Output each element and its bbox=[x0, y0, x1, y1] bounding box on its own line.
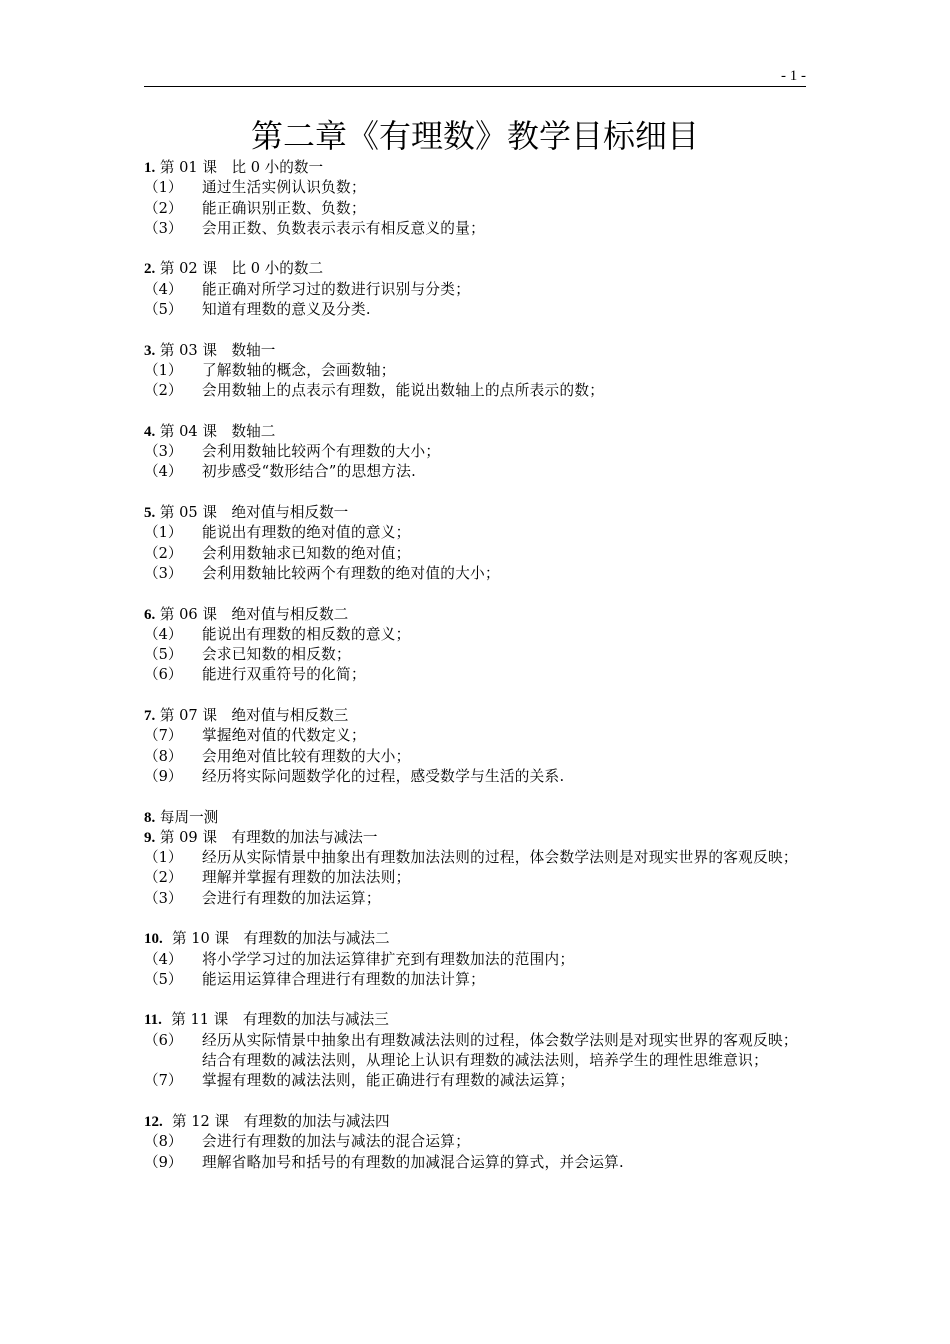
objective-item bbox=[144, 747, 806, 767]
objective-index: （1） bbox=[144, 849, 183, 867]
lesson-heading bbox=[144, 828, 806, 848]
lesson-number: 6. bbox=[144, 606, 156, 623]
objective-text: 会用绝对值比较有理数的大小； bbox=[202, 747, 411, 765]
lesson-heading bbox=[144, 808, 806, 828]
objective-item bbox=[144, 1071, 806, 1091]
objective-index: （7） bbox=[144, 727, 183, 745]
spacer bbox=[144, 483, 806, 503]
objective-index: （8） bbox=[144, 747, 183, 765]
objective-index: （9） bbox=[144, 1153, 183, 1171]
lesson-block bbox=[144, 1112, 806, 1173]
lesson-block bbox=[144, 828, 806, 909]
objective-item bbox=[144, 1153, 806, 1173]
lesson-heading bbox=[144, 605, 806, 625]
objective-index: （3） bbox=[144, 889, 183, 907]
objective-text: 将小学学习过的加法运算律扩充到有理数加法的范围内； bbox=[202, 950, 575, 968]
lesson-heading bbox=[144, 259, 806, 279]
objective-item bbox=[144, 523, 806, 543]
lesson-title: 每周一测 bbox=[155, 808, 219, 826]
objective-index: （5） bbox=[144, 646, 183, 664]
lesson-block bbox=[144, 706, 806, 787]
objective-index: （2） bbox=[144, 869, 183, 887]
lesson-block bbox=[144, 158, 806, 239]
lesson-block bbox=[144, 1010, 806, 1091]
spacer bbox=[144, 239, 806, 259]
objective-index: （7） bbox=[144, 1072, 183, 1090]
lesson-heading bbox=[144, 706, 806, 726]
objective-item bbox=[144, 300, 806, 320]
lesson-heading bbox=[144, 422, 806, 442]
objective-text: 能正确对所学习过的数进行识别与分类； bbox=[202, 280, 471, 298]
lesson-title: 第 12 课 有理数的加法与减法四 bbox=[162, 1112, 390, 1130]
objective-item bbox=[144, 1031, 806, 1072]
objective-index: （4） bbox=[144, 625, 183, 643]
objective-text: 能说出有理数的相反数的意义； bbox=[202, 625, 411, 643]
objective-index: （4） bbox=[144, 950, 183, 968]
objective-item bbox=[144, 767, 806, 787]
lesson-number: 7. bbox=[144, 708, 156, 725]
lesson-number: 9. bbox=[144, 829, 156, 846]
objective-item bbox=[144, 544, 806, 564]
lesson-title: 第 02 课 比 0 小的数二 bbox=[155, 260, 324, 278]
objective-text: 经历从实际情景中抽象出有理数减法法则的过程，体会数学法则是对现实世界的客观反映；结合有理数的减法法则，从理论上认识有理数的减法法则，培养学生的理性思维意识； bbox=[202, 1031, 798, 1070]
lesson-block bbox=[144, 808, 806, 828]
objective-index: （3） bbox=[144, 219, 183, 237]
objective-index: （3） bbox=[144, 564, 183, 582]
spacer bbox=[144, 990, 806, 1010]
objective-text: 会利用数轴求已知数的绝对值； bbox=[202, 544, 411, 562]
objective-text: 掌握有理数的减法法则，能正确进行有理数的减法运算； bbox=[202, 1072, 575, 1090]
objective-item bbox=[144, 178, 806, 198]
lesson-number: 10. bbox=[144, 931, 163, 948]
lesson-heading bbox=[144, 158, 806, 178]
objective-text: 会利用数轴比较两个有理数的大小； bbox=[202, 443, 441, 461]
lesson-number: 1. bbox=[144, 160, 156, 176]
objective-index: （3） bbox=[144, 443, 183, 461]
lesson-block bbox=[144, 605, 806, 686]
objective-text: 掌握绝对值的代数定义； bbox=[202, 727, 366, 745]
lesson-block bbox=[144, 929, 806, 990]
lesson-title: 第 11 课 有理数的加法与减法三 bbox=[161, 1011, 389, 1029]
lesson-title: 第 04 课 数轴二 bbox=[155, 422, 276, 440]
objective-text: 初步感受“数形结合”的思想方法. bbox=[202, 463, 417, 481]
lesson-title: 第 09 课 有理数的加法与减法一 bbox=[155, 828, 378, 846]
objective-item bbox=[144, 889, 806, 909]
objective-item bbox=[144, 462, 806, 482]
objective-item bbox=[144, 1132, 806, 1152]
objective-item bbox=[144, 280, 806, 300]
objective-text: 通过生活实例认识负数； bbox=[202, 179, 366, 197]
lesson-number: 4. bbox=[144, 423, 156, 440]
objective-index: （4） bbox=[144, 280, 183, 298]
spacer bbox=[144, 686, 806, 706]
spacer bbox=[144, 1092, 806, 1112]
objective-text: 会求已知数的相反数； bbox=[202, 646, 351, 664]
objective-text: 能正确识别正数、负数； bbox=[202, 199, 366, 217]
lesson-block bbox=[144, 503, 806, 584]
objective-text: 会利用数轴比较两个有理数的绝对值的大小； bbox=[202, 564, 500, 582]
objective-text: 能进行双重符号的化简； bbox=[202, 666, 366, 684]
objective-index: （2） bbox=[144, 382, 183, 400]
lesson-title: 第 07 课 绝对值与相反数三 bbox=[155, 707, 349, 725]
objective-index: （8） bbox=[144, 1133, 183, 1151]
lesson-number: 2. bbox=[144, 261, 156, 278]
lesson-number: 12. bbox=[144, 1113, 163, 1130]
objective-item bbox=[144, 868, 806, 888]
spacer bbox=[144, 320, 806, 340]
document-title: 第二章《有理数》教学目标细目 bbox=[250, 117, 699, 155]
objective-item bbox=[144, 665, 806, 685]
lesson-heading bbox=[144, 929, 806, 949]
objective-index: （6） bbox=[144, 666, 183, 684]
lesson-heading bbox=[144, 1010, 806, 1030]
objective-item bbox=[144, 361, 806, 381]
lesson-title: 第 10 课 有理数的加法与减法二 bbox=[162, 930, 390, 948]
lesson-number: 5. bbox=[144, 505, 156, 522]
lesson-heading bbox=[144, 503, 806, 523]
objective-text: 能说出有理数的绝对值的意义； bbox=[202, 524, 411, 542]
objective-index: （9） bbox=[144, 767, 183, 785]
objective-text: 能运用运算律合理进行有理数的加法计算； bbox=[202, 970, 485, 988]
objective-item bbox=[144, 625, 806, 645]
objective-item bbox=[144, 442, 806, 462]
objective-item bbox=[144, 726, 806, 746]
lesson-heading bbox=[144, 1112, 806, 1132]
lesson-list bbox=[144, 158, 806, 1173]
lesson-number: 3. bbox=[144, 342, 156, 359]
spacer bbox=[144, 787, 806, 807]
objective-item bbox=[144, 950, 806, 970]
spacer bbox=[144, 909, 806, 929]
lesson-block bbox=[144, 341, 806, 402]
lesson-number: 8. bbox=[144, 809, 156, 826]
objective-text: 经历从实际情景中抽象出有理数加法法则的过程，体会数学法则是对现实世界的客观反映； bbox=[202, 849, 798, 867]
objective-index: （1） bbox=[144, 361, 183, 379]
objective-index: （4） bbox=[144, 463, 183, 481]
spacer bbox=[144, 584, 806, 604]
objective-item bbox=[144, 381, 806, 401]
objective-item bbox=[144, 848, 806, 868]
page-header bbox=[144, 66, 806, 87]
objective-text: 知道有理数的意义及分类. bbox=[202, 301, 371, 319]
lesson-block bbox=[144, 422, 806, 483]
objective-text: 会进行有理数的加法运算； bbox=[202, 889, 381, 907]
objective-item bbox=[144, 645, 806, 665]
objective-index: （5） bbox=[144, 970, 183, 988]
objective-text: 经历将实际问题数学化的过程，感受数学与生活的关系. bbox=[202, 767, 565, 785]
objective-item bbox=[144, 199, 806, 219]
objective-text: 会进行有理数的加法与减法的混合运算； bbox=[202, 1133, 471, 1151]
lesson-title: 第 03 课 数轴一 bbox=[155, 341, 276, 359]
objective-text: 了解数轴的概念，会画数轴； bbox=[202, 361, 396, 379]
objective-text: 理解省略加号和括号的有理数的加减混合运算的算式，并会运算. bbox=[202, 1153, 624, 1171]
objective-text: 理解并掌握有理数的加法法则； bbox=[202, 869, 411, 887]
objective-index: （6） bbox=[144, 1031, 183, 1049]
spacer bbox=[144, 402, 806, 422]
lesson-title: 第 05 课 绝对值与相反数一 bbox=[155, 504, 349, 522]
lesson-title: 第 01 课 比 0 小的数一 bbox=[155, 159, 324, 176]
objective-index: （2） bbox=[144, 199, 183, 217]
objective-item bbox=[144, 219, 806, 239]
objective-index: （1） bbox=[144, 524, 183, 542]
page-number: - 1 - bbox=[781, 68, 806, 84]
objective-index: （2） bbox=[144, 544, 183, 562]
objective-index: （5） bbox=[144, 301, 183, 319]
objective-item bbox=[144, 564, 806, 584]
objective-index: （1） bbox=[144, 179, 183, 197]
lesson-heading bbox=[144, 341, 806, 361]
objective-text: 会用正数、负数表示表示有相反意义的量； bbox=[202, 219, 485, 237]
objective-item bbox=[144, 970, 806, 990]
lesson-title: 第 06 课 绝对值与相反数二 bbox=[155, 605, 349, 623]
lesson-number: 11. bbox=[144, 1012, 162, 1029]
lesson-block bbox=[144, 259, 806, 320]
objective-text: 会用数轴上的点表示有理数，能说出数轴上的点所表示的数； bbox=[202, 382, 605, 400]
